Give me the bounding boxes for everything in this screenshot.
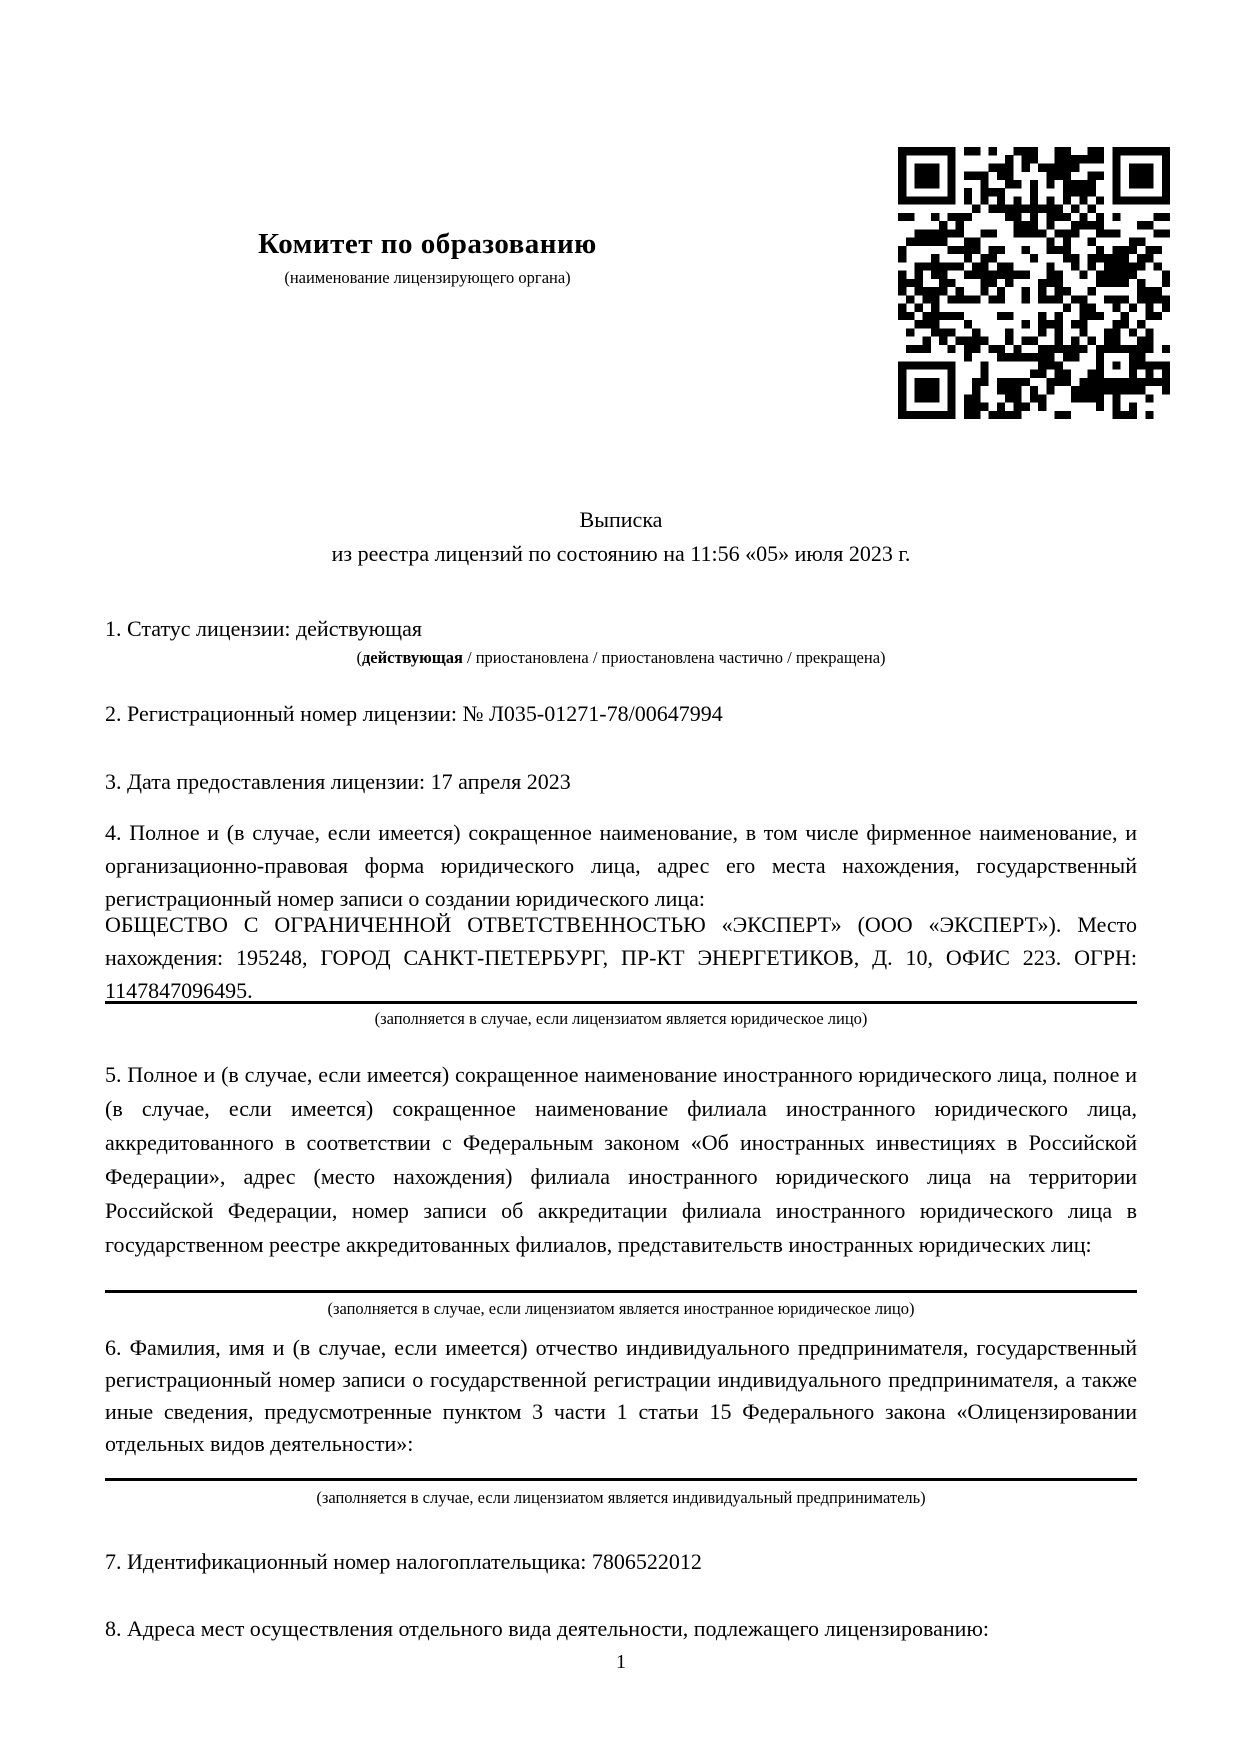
status-options-caption bbox=[105, 646, 1137, 670]
section-6-individual-entrepreneur-heading: 6. Фамилия, имя и (в случае, если имеется) отчество индивидуального предпринимателя, государственный регистрационный номер записи о государственной регистрации индивидуального предпринимателя, а также иные сведения, предусмотренные пунктом 3 части 1 статьи 15 Федерального закона «Олицензировании отдельных видов деятельности»: bbox=[105, 1335, 1137, 1456]
legal-entity-fill-rule bbox=[105, 1001, 1137, 1004]
document-body bbox=[105, 0, 1137, 1755]
document-subtitle: из реестра лицензий по состоянию на 11:56 «05» июля 2023 г. bbox=[331, 541, 911, 566]
foreign-entity-fill-rule bbox=[105, 1290, 1137, 1293]
licensing-authority-name: Комитет по образованию bbox=[258, 228, 597, 260]
section-7-taxpayer-number: 7. Идентификационный номер налогоплательщика: 7806522012 bbox=[105, 1549, 702, 1574]
status-caption-rest: / приостановлена / приостановлена частично / прекращена) bbox=[462, 648, 886, 667]
section-4-legal-entity-heading: 4. Полное и (в случае, если имеется) сокращенное наименование, в том числе фирменное наименование, и организационно-правовая форма юридического лица, адрес его места нахождения, государственный регистрационный номер записи о создании юридического лица: bbox=[105, 820, 1137, 911]
status-caption-bold: действующая bbox=[361, 648, 463, 667]
licensing-authority-caption: (наименование лицензирующего органа) bbox=[284, 268, 571, 287]
foreign-entity-caption: (заполняется в случае, если лицензиатом является иностранное юридическое лицо) bbox=[327, 1299, 915, 1318]
section-5-foreign-entity-heading: 5. Полное и (в случае, если имеется) сокращенное наименование иностранного юридического лица, полное и (в случае, если имеется) сокращенное наименование филиала иностранного юридического лица, аккредитованного в соответствии с Федеральным законом «Об иностранных инвестициях в Российской Федерации», адрес (место нахождения) филиала иностранного юридического лица на территории Российской Федерации, номер записи об аккредитации филиала иностранного юридического лица в государственном реестре аккредитованных филиалов, представительств иностранных юридических лиц: bbox=[105, 1062, 1137, 1257]
entrepreneur-caption: (заполняется в случае, если лицензиатом является индивидуальный предприниматель) bbox=[316, 1488, 926, 1507]
section-3-grant-date: 3. Дата предоставления лицензии: 17 апреля 2023 bbox=[105, 769, 571, 794]
section-8-activity-addresses: 8. Адреса мест осуществления отдельного вида деятельности, подлежащего лицензированию: bbox=[105, 1616, 989, 1641]
document-title: Выписка bbox=[579, 507, 663, 532]
document-title-block bbox=[105, 503, 1137, 571]
legal-entity-caption: (заполняется в случае, если лицензиатом является юридическое лицо) bbox=[374, 1009, 868, 1028]
page-number: 1 bbox=[616, 1651, 626, 1673]
entrepreneur-fill-rule bbox=[105, 1478, 1137, 1481]
section-4-legal-entity-value: ОБЩЕСТВО С ОГРАНИЧЕННОЙ ОТВЕТСТВЕННОСТЬЮ «ЭКСПЕРТ» (ООО «ЭКСПЕРТ»). Место нахождения: 195248, ГОРОД САНКТ-ПЕТЕРБУРГ, ПР-КТ ЭНЕРГЕТИКОВ, Д. 10, ОФИС 223. ОГРН: 1147847096495. bbox=[105, 912, 1137, 1003]
status-caption-prefix: ( bbox=[356, 648, 362, 667]
section-2-registration-number: 2. Регистрационный номер лицензии: № Л035-01271-78/00647994 bbox=[105, 701, 723, 726]
section-1-license-status: 1. Статус лицензии: действующая bbox=[105, 616, 422, 641]
